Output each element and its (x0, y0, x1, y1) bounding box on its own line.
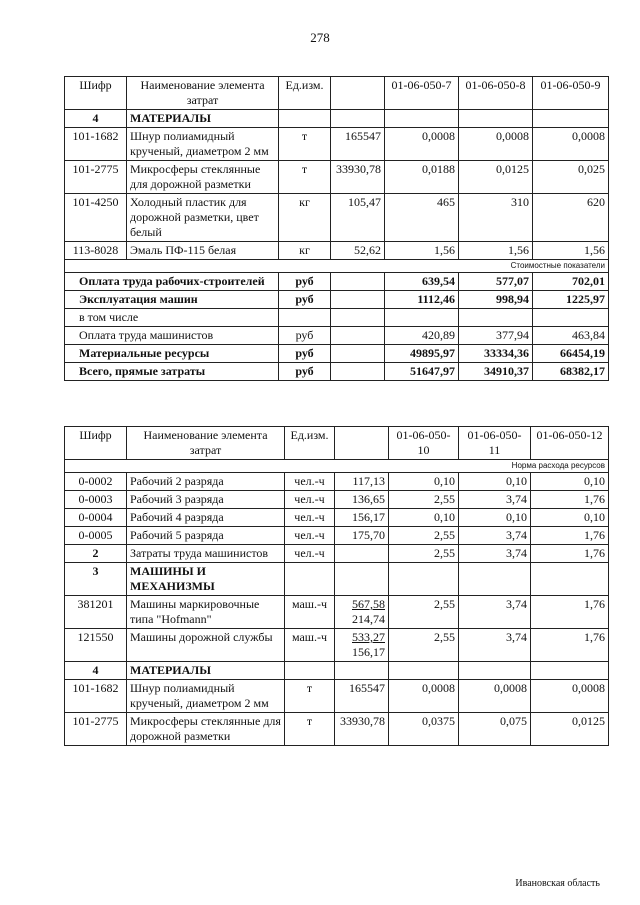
value-col2: 3,74 (459, 491, 531, 509)
table-row (65, 128, 609, 161)
resource-name: Рабочий 5 разряда (127, 527, 285, 545)
resource-unit: чел.-ч (285, 527, 335, 545)
estimate-table-2 (64, 426, 609, 746)
value-col1: 2,55 (389, 527, 459, 545)
table-row (65, 161, 609, 194)
header-col1: 01-06-050-10 (389, 427, 459, 460)
value-col3: 1,76 (531, 596, 609, 629)
summary-col2: 998,94 (459, 291, 533, 309)
table-row (65, 680, 609, 713)
value-col3: 0,0008 (531, 680, 609, 713)
resource-price: 136,65 (335, 491, 389, 509)
summary-col1: 1112,46 (385, 291, 459, 309)
value-col2: 0,075 (459, 713, 531, 746)
empty-cell (385, 110, 459, 128)
value-col1: 2,55 (389, 629, 459, 662)
value-col3: 0,10 (531, 509, 609, 527)
value-col2: 0,10 (459, 509, 531, 527)
resource-code: 121550 (65, 629, 127, 662)
summary-col1: 49895,97 (385, 345, 459, 363)
summary-label: Всего, прямые затраты (65, 363, 279, 381)
value-col1: 0,0375 (389, 713, 459, 746)
resource-name: Машины маркировочные типа "Hofmann" (127, 596, 285, 629)
summary-col3: 463,84 (533, 327, 609, 345)
region-footer: Ивановская область (515, 878, 600, 889)
summary-col2: 33334,36 (459, 345, 533, 363)
resource-unit: т (285, 680, 335, 713)
table-row (65, 242, 609, 260)
empty-cell (459, 110, 533, 128)
value-col3: 1,76 (531, 545, 609, 563)
summary-row (65, 363, 609, 381)
summary-col1: 420,89 (385, 327, 459, 345)
resource-unit: т (279, 128, 331, 161)
cost-note: Стоимостные показатели (65, 260, 609, 273)
resource-code: 113-8028 (65, 242, 127, 260)
resource-unit: маш.-ч (285, 629, 335, 662)
header-price (335, 427, 389, 460)
resource-name: Микросферы стеклянные для дорожной разметки (127, 161, 279, 194)
summary-col3: 68382,17 (533, 363, 609, 381)
section-row (65, 662, 609, 680)
empty-cell (331, 110, 385, 128)
summary-label: в том числе (65, 309, 279, 327)
value-col3: 0,0008 (533, 128, 609, 161)
operators-row (65, 545, 609, 563)
resource-code: 101-2775 (65, 161, 127, 194)
value-col3: 620 (533, 194, 609, 242)
section-code: 4 (65, 110, 127, 128)
operator-wage: 156,17 (352, 645, 385, 659)
header-name: Наименование элемента затрат (127, 77, 279, 110)
section-code: 4 (65, 662, 127, 680)
empty-cell (459, 662, 531, 680)
resource-price: 117,13 (335, 473, 389, 491)
value-col2: 3,74 (459, 527, 531, 545)
summary-unit: руб (279, 363, 331, 381)
value-col2: 0,0008 (459, 128, 533, 161)
resource-price: 165547 (335, 680, 389, 713)
empty-cell (389, 563, 459, 596)
summary-col3: 702,01 (533, 273, 609, 291)
value-col1: 0,0008 (389, 680, 459, 713)
summary-col2: 377,94 (459, 327, 533, 345)
summary-row (65, 309, 609, 327)
summary-unit: руб (279, 273, 331, 291)
resource-price: 105,47 (331, 194, 385, 242)
table1-header-row (65, 77, 609, 110)
header-unit: Ед.изм. (285, 427, 335, 460)
resource-code: 101-1682 (65, 128, 127, 161)
resource-unit: маш.-ч (285, 596, 335, 629)
header-unit: Ед.изм. (279, 77, 331, 110)
resource-price: 33930,78 (331, 161, 385, 194)
summary-unit: руб (279, 327, 331, 345)
resource-name: Шнур полиамидный крученый, диаметром 2 мм (127, 680, 285, 713)
empty-cell (335, 545, 389, 563)
resource-unit: чел.-ч (285, 491, 335, 509)
summary-col3: 1225,97 (533, 291, 609, 309)
summary-row (65, 327, 609, 345)
value-col2: 0,0008 (459, 680, 531, 713)
header-col2: 01-06-050-8 (459, 77, 533, 110)
table-row (65, 473, 609, 491)
summary-blank (331, 309, 385, 327)
resource-name: Рабочий 2 разряда (127, 473, 285, 491)
value-col2: 3,74 (459, 596, 531, 629)
empty-cell (531, 662, 609, 680)
value-col1: 465 (385, 194, 459, 242)
resource-price: 52,62 (331, 242, 385, 260)
value-col1: 0,0008 (385, 128, 459, 161)
empty-cell (285, 662, 335, 680)
table2-header-row (65, 427, 609, 460)
empty-cell (335, 563, 389, 596)
summary-col1: 51647,97 (385, 363, 459, 381)
section-title: МАШИНЫ И МЕХАНИЗМЫ (127, 563, 285, 596)
header-code: Шифр (65, 77, 127, 110)
header-col1: 01-06-050-7 (385, 77, 459, 110)
resource-name: Микросферы стеклянные для дорожной разметки (127, 713, 285, 746)
resource-name: Машины дорожной службы (127, 629, 285, 662)
table-row (65, 713, 609, 746)
resource-unit: чел.-ч (285, 509, 335, 527)
summary-unit: руб (279, 291, 331, 309)
operator-wage: 214,74 (352, 612, 385, 626)
header-code: Шифр (65, 427, 127, 460)
operators-code: 2 (65, 545, 127, 563)
header-col2: 01-06-050-11 (459, 427, 531, 460)
table-row (65, 509, 609, 527)
value-col3: 1,76 (531, 629, 609, 662)
empty-cell (533, 110, 609, 128)
resource-price: 156,17 (335, 509, 389, 527)
empty-cell (459, 563, 531, 596)
resource-code: 381201 (65, 596, 127, 629)
resource-price: 33930,78 (335, 713, 389, 746)
resource-note-row (65, 460, 609, 473)
value-col2: 1,56 (459, 242, 533, 260)
summary-col2 (459, 309, 533, 327)
value-col3: 0,025 (533, 161, 609, 194)
machine-price: 567,58 (352, 597, 385, 611)
summary-blank (331, 273, 385, 291)
cost-note-row (65, 260, 609, 273)
section-row (65, 563, 609, 596)
resource-code: 0-0002 (65, 473, 127, 491)
empty-cell (389, 662, 459, 680)
summary-col1: 639,54 (385, 273, 459, 291)
header-name: Наименование элемента затрат (127, 427, 285, 460)
resource-unit: чел.-ч (285, 473, 335, 491)
value-col1: 2,55 (389, 545, 459, 563)
operators-name: Затраты труда машинистов (127, 545, 285, 563)
resource-unit: кг (279, 194, 331, 242)
header-price (331, 77, 385, 110)
resource-unit: т (285, 713, 335, 746)
empty-cell (279, 110, 331, 128)
value-col2: 3,74 (459, 545, 531, 563)
value-col1: 2,55 (389, 491, 459, 509)
resource-price: 175,70 (335, 527, 389, 545)
summary-unit (279, 309, 331, 327)
summary-col3: 66454,19 (533, 345, 609, 363)
empty-cell (335, 662, 389, 680)
value-col1: 0,10 (389, 473, 459, 491)
summary-col3 (533, 309, 609, 327)
summary-row (65, 273, 609, 291)
summary-blank (331, 363, 385, 381)
resource-code: 101-4250 (65, 194, 127, 242)
machine-price: 533,27 (352, 630, 385, 644)
value-col3: 1,76 (531, 491, 609, 509)
value-col3: 0,0125 (531, 713, 609, 746)
resource-unit: кг (279, 242, 331, 260)
summary-blank (331, 327, 385, 345)
table-row (65, 527, 609, 545)
estimate-table-1 (64, 76, 609, 381)
resource-price: 165547 (331, 128, 385, 161)
value-col1: 2,55 (389, 596, 459, 629)
summary-col1 (385, 309, 459, 327)
resource-code: 0-0004 (65, 509, 127, 527)
section-code: 3 (65, 563, 127, 596)
summary-col2: 34910,37 (459, 363, 533, 381)
value-col2: 310 (459, 194, 533, 242)
header-col3: 01-06-050-9 (533, 77, 609, 110)
resource-code: 101-2775 (65, 713, 127, 746)
header-col3: 01-06-050-12 (531, 427, 609, 460)
value-col3: 0,10 (531, 473, 609, 491)
page-number: 278 (310, 30, 330, 45)
resource-code: 0-0003 (65, 491, 127, 509)
section-title: МАТЕРИАЛЫ (127, 662, 285, 680)
resource-unit: т (279, 161, 331, 194)
summary-label: Эксплуатация машин (65, 291, 279, 309)
value-col3: 1,56 (533, 242, 609, 260)
value-col1: 1,56 (385, 242, 459, 260)
resource-name: Шнур полиамидный крученый, диаметром 2 мм (127, 128, 279, 161)
value-col3: 1,76 (531, 527, 609, 545)
value-col2: 0,0125 (459, 161, 533, 194)
table-row (65, 596, 609, 629)
summary-blank (331, 291, 385, 309)
summary-row (65, 345, 609, 363)
resource-price-stack (335, 596, 389, 629)
section-title: МАТЕРИАЛЫ (127, 110, 279, 128)
summary-blank (331, 345, 385, 363)
table-row (65, 194, 609, 242)
value-col1: 0,10 (389, 509, 459, 527)
empty-cell (531, 563, 609, 596)
summary-row (65, 291, 609, 309)
summary-label: Материальные ресурсы (65, 345, 279, 363)
summary-label: Оплата труда рабочих-строителей (65, 273, 279, 291)
operators-unit: чел.-ч (285, 545, 335, 563)
value-col2: 3,74 (459, 629, 531, 662)
table-row (65, 629, 609, 662)
resource-price-stack (335, 629, 389, 662)
resource-name: Эмаль ПФ-115 белая (127, 242, 279, 260)
resource-name: Холодный пластик для дорожной разметки, цвет белый (127, 194, 279, 242)
resource-name: Рабочий 3 разряда (127, 491, 285, 509)
summary-col2: 577,07 (459, 273, 533, 291)
resource-code: 0-0005 (65, 527, 127, 545)
value-col1: 0,0188 (385, 161, 459, 194)
summary-label: Оплата труда машинистов (65, 327, 279, 345)
value-col2: 0,10 (459, 473, 531, 491)
summary-unit: руб (279, 345, 331, 363)
resource-note: Норма расхода ресурсов (65, 460, 609, 473)
empty-cell (285, 563, 335, 596)
table-row (65, 491, 609, 509)
resource-name: Рабочий 4 разряда (127, 509, 285, 527)
section-row (65, 110, 609, 128)
resource-code: 101-1682 (65, 680, 127, 713)
